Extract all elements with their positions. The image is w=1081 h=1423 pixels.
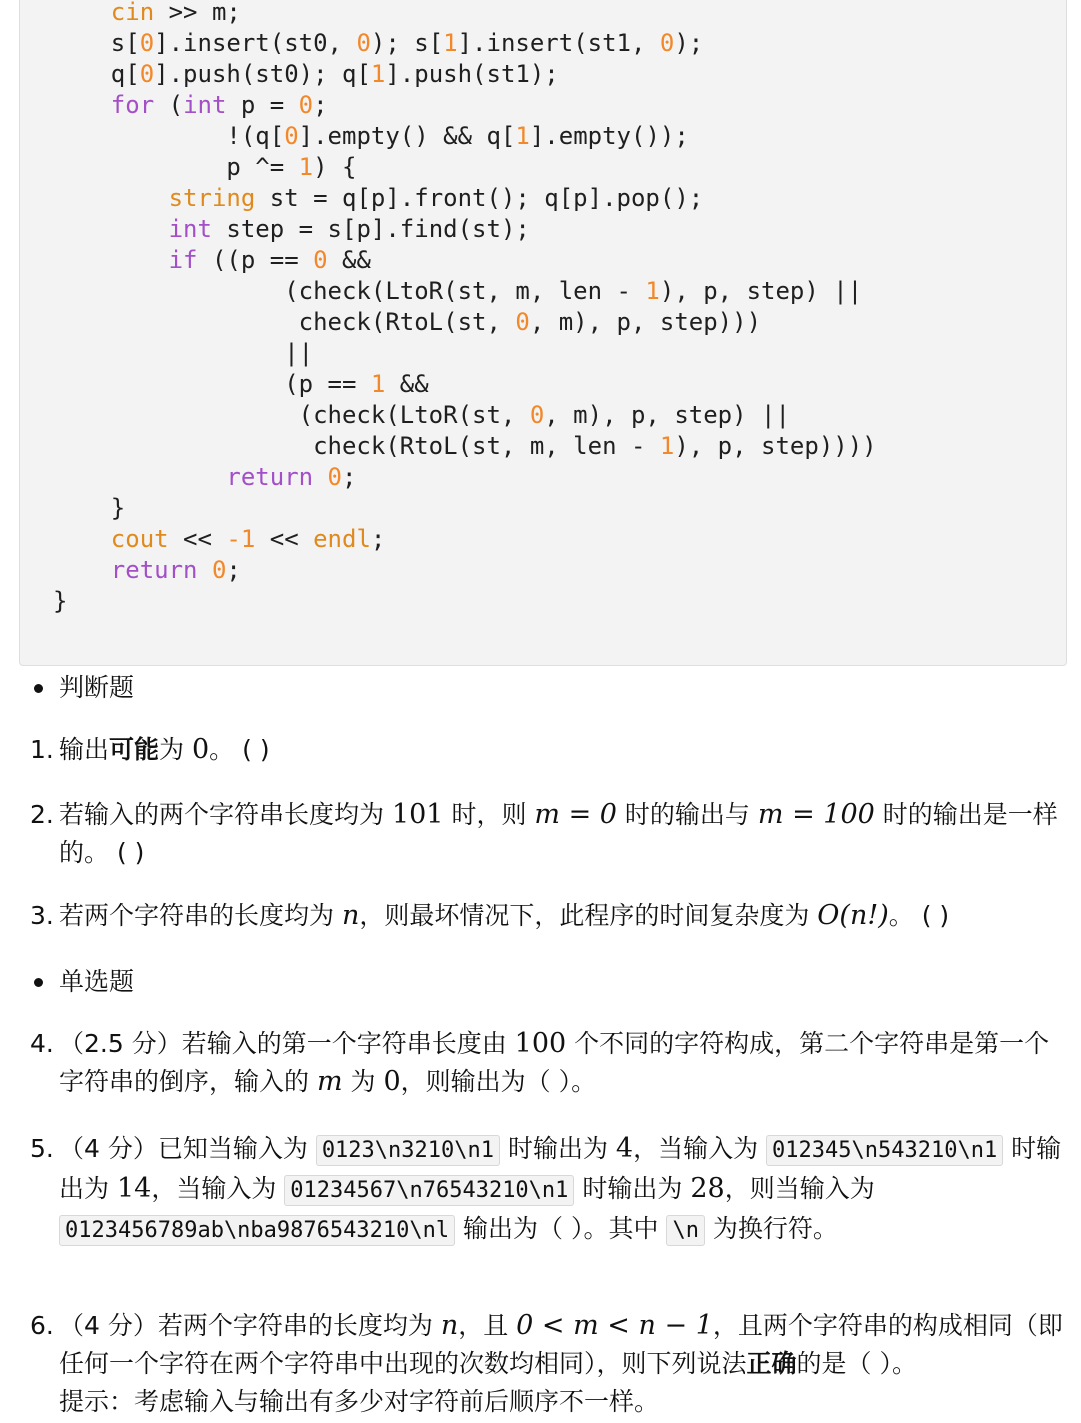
section-single: 单选题 <box>34 963 134 1001</box>
inline-code: 01234567\n76543210\n1 <box>284 1175 574 1206</box>
code-line-8: int step = s[p].find(st); <box>168 215 530 243</box>
code-line-10: (check(LtoR(st, m, len - 1), p, step) || <box>53 277 863 305</box>
section-judge: 判断题 <box>34 669 134 707</box>
code-line-6: p ^= 1) { <box>53 153 357 181</box>
question-6: 6. （4 分）若两个字符串的长度均为 n，且 0 < m < n − 1，且两个字符串的构成相同（即任何一个字符在两个字符串中出现的次数均相同），则下列说法正确的是（ ）。 提示：考虑输入与输出有多少对字符前后顺序不一样。 <box>30 1310 1063 1416</box>
code-line-5: !(q[0].empty() && q[1].empty()); <box>53 122 689 150</box>
question-1: 1. 输出可能为 0。 ( ) <box>30 734 270 765</box>
code-line-11: check(RtoL(st, 0, m), p, step))) <box>53 308 762 336</box>
code-line-12: || <box>53 339 314 367</box>
code-line-9: if ((p == 0 && <box>168 246 371 274</box>
inline-code: 0123\n3210\n1 <box>316 1135 500 1166</box>
question-3: 3. 若两个字符串的长度均为 n，则最坏情况下，此程序的时间复杂度为 O(n!)。 ( ) <box>30 900 950 931</box>
question-4: 4. （2.5 分）若输入的第一个字符串长度由 100 个不同的字符构成，第二个字符串是第一个字符串的倒序，输入的 m 为 0，则输出为（ ）。 <box>30 1028 1050 1097</box>
code-line-17: } <box>53 494 126 522</box>
inline-code: 0123456789ab\nba9876543210\nl <box>59 1215 455 1246</box>
code-listing <box>53 0 877 617</box>
code-line-7: string st = q[p].front(); q[p].pop(); <box>168 184 704 212</box>
code-line-1: cin >> m; <box>110 0 241 26</box>
hint: 提示：考虑输入与输出有多少对字符前后顺序不一样。 <box>59 1387 660 1416</box>
code-line-3: q[0].push(st0); q[1].push(st1); <box>53 60 559 88</box>
code-line-16: return 0; <box>226 463 357 491</box>
inline-code: 012345\n543210\n1 <box>766 1135 1003 1166</box>
code-block <box>19 0 1067 666</box>
code-line-2: s[0].insert(st0, 0); s[1].insert(st1, 0); <box>53 29 704 57</box>
code-line-13: (p == 1 && <box>53 370 429 398</box>
code-line-4: for (int p = 0; <box>110 91 328 119</box>
code-line-15: check(RtoL(st, m, len - 1), p, step)))) <box>53 432 877 460</box>
code-line-19: return 0; <box>110 556 241 584</box>
code-line-14: (check(LtoR(st, 0, m), p, step) || <box>53 401 790 429</box>
question-2: 2. 若输入的两个字符串长度均为 101 时，则 m = 0 时的输出与 m = 100 时的输出是一样的。 ( ) <box>30 799 1058 867</box>
code-line-18: cout << -1 << endl; <box>110 525 386 553</box>
code-line-20: } <box>53 587 68 615</box>
inline-code: \n <box>666 1215 705 1246</box>
question-5: 5. （4 分）已知当输入为 0123\n3210\n1 时输出为 4，当输入为 012345\n543210\n1 时输出为 14，当输入为 01234567\n76543210\n1 时输出为 28，则当输入为 0123456789ab\nba9876543210\nl 输出为（ ）。其中 \n 为换行符。 <box>30 1130 1070 1250</box>
